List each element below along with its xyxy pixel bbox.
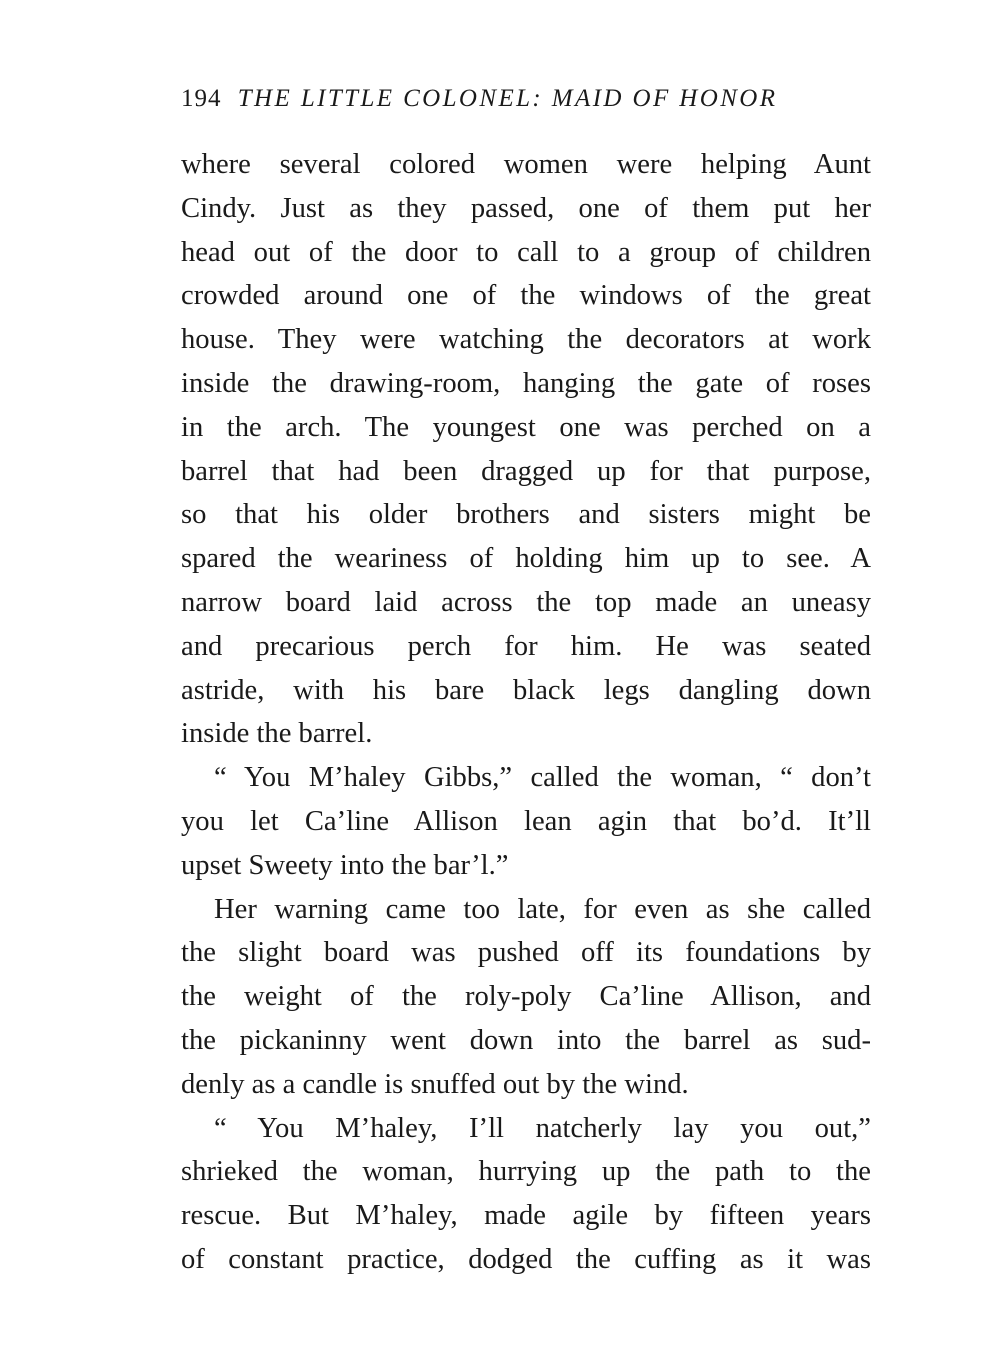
text-line: you let Ca’line Allison lean agin that bo’d. It’ll [181, 805, 871, 837]
text-line: narrow board laid across the top made an uneasy [181, 586, 871, 618]
body-text [181, 143, 871, 1282]
text-line: inside the drawing-room, hanging the gate of roses [181, 367, 871, 399]
running-head [181, 82, 871, 116]
text-line: the slight board was pushed off its foundations by [181, 937, 871, 969]
text-line: Her warning came too late, for even as she called [214, 893, 871, 925]
text-line: barrel that had been dragged up for that purpose, [181, 455, 871, 487]
text-line: “ You M’haley, I’ll natcherly lay you out,” [214, 1112, 871, 1144]
text-line: inside the barrel. [181, 718, 373, 750]
text-line: upset Sweety into the bar’l.” [181, 849, 509, 881]
text-line: Cindy. Just as they passed, one of them put her [181, 192, 871, 224]
text-line: of constant practice, dodged the cuffing as it was [181, 1243, 871, 1275]
page-number: 194 [181, 85, 222, 112]
text-line: rescue. But M’haley, made agile by fifteen years [181, 1200, 871, 1232]
text-line: denly as a candle is snuffed out by the wind. [181, 1068, 689, 1100]
text-line: “ You M’haley Gibbs,” called the woman, “ don’t [214, 762, 871, 794]
text-line: in the arch. The youngest one was perched on a [181, 411, 871, 443]
text-line: so that his older brothers and sisters might be [181, 499, 871, 531]
text-line: crowded around one of the windows of the great [181, 280, 871, 312]
book-title: THE LITTLE COLONEL: MAID OF HONOR [237, 85, 778, 112]
text-line: head out of the door to call to a group of children [181, 236, 871, 268]
text-line: house. They were watching the decorators at work [181, 324, 871, 356]
text-line: the weight of the roly-poly Ca’line Allison, and [181, 981, 871, 1013]
text-line: where several colored women were helping Aunt [181, 149, 871, 180]
text-line: spared the weariness of holding him up to see. A [181, 543, 871, 575]
text-line: the pickaninny went down into the barrel as sud- [181, 1024, 871, 1056]
text-line: astride, with his bare black legs dangling down [181, 674, 871, 706]
text-line: and precarious perch for him. He was seated [181, 630, 871, 662]
text-line: shrieked the woman, hurrying up the path to the [181, 1156, 871, 1188]
